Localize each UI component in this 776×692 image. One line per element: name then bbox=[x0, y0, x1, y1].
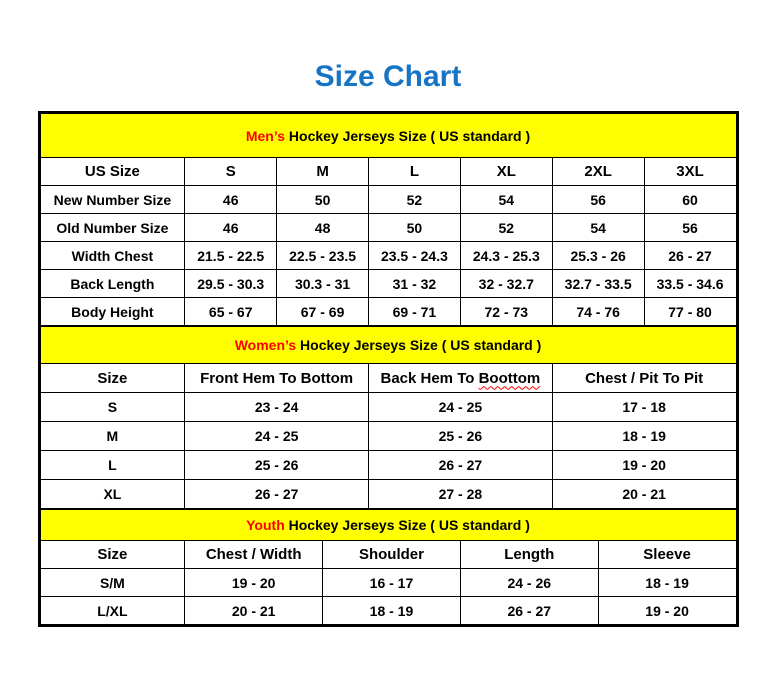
column-header-cell: US Size bbox=[40, 158, 185, 186]
value-cell: 50 bbox=[369, 214, 461, 242]
column-header-cell: Shoulder bbox=[323, 541, 461, 569]
value-cell: 56 bbox=[644, 214, 736, 242]
data-row bbox=[40, 270, 736, 298]
column-header-row bbox=[40, 364, 736, 393]
value-cell: 18 - 19 bbox=[323, 597, 461, 625]
column-header-cell: XL bbox=[460, 158, 552, 186]
value-cell: 32.7 - 33.5 bbox=[552, 270, 644, 298]
misspelled-word: Boottom bbox=[478, 369, 541, 387]
size-table-mens bbox=[40, 113, 737, 326]
column-header-cell: Size bbox=[40, 541, 185, 569]
value-cell: 18 - 19 bbox=[552, 422, 736, 451]
value-cell: 65 - 67 bbox=[185, 298, 277, 326]
row-label-cell: L/XL bbox=[40, 597, 185, 625]
value-cell: 17 - 18 bbox=[552, 393, 736, 422]
value-cell: 24 - 25 bbox=[369, 393, 553, 422]
value-cell: 72 - 73 bbox=[460, 298, 552, 326]
page-title: Size Chart bbox=[314, 60, 462, 93]
column-header-cell: Chest / Width bbox=[185, 541, 323, 569]
value-cell: 77 - 80 bbox=[644, 298, 736, 326]
value-cell: 24 - 26 bbox=[460, 569, 598, 597]
column-header-row bbox=[40, 541, 736, 569]
section-heading-row bbox=[40, 327, 736, 364]
value-cell: 18 - 19 bbox=[598, 569, 736, 597]
value-cell: 48 bbox=[277, 214, 369, 242]
column-header-cell: Back Hem To Boottom bbox=[369, 364, 553, 393]
value-cell: 19 - 20 bbox=[598, 597, 736, 625]
value-cell: 23 - 24 bbox=[185, 393, 369, 422]
value-cell: 32 - 32.7 bbox=[460, 270, 552, 298]
data-row bbox=[40, 186, 736, 214]
column-header-cell: Sleeve bbox=[598, 541, 736, 569]
section-heading-mens: Men’s Hockey Jerseys Size ( US standard ) bbox=[40, 114, 736, 158]
column-header-cell: Length bbox=[460, 541, 598, 569]
value-cell: 25 - 26 bbox=[369, 422, 553, 451]
data-row bbox=[40, 422, 736, 451]
section-heading-womens: Women’s Hockey Jerseys Size ( US standard ) bbox=[40, 327, 736, 364]
youth-highlight-label: Youth bbox=[246, 517, 285, 533]
row-label-cell: Back Length bbox=[40, 270, 185, 298]
value-cell: 52 bbox=[460, 214, 552, 242]
row-label-cell: XL bbox=[40, 480, 185, 509]
size-chart-tables bbox=[38, 111, 739, 627]
column-header-cell: Front Hem To Bottom bbox=[185, 364, 369, 393]
column-header-cell: Chest / Pit To Pit bbox=[552, 364, 736, 393]
row-label-cell: Width Chest bbox=[40, 242, 185, 270]
value-cell: 25.3 - 26 bbox=[552, 242, 644, 270]
value-cell: 20 - 21 bbox=[185, 597, 323, 625]
value-cell: 22.5 - 23.5 bbox=[277, 242, 369, 270]
value-cell: 54 bbox=[460, 186, 552, 214]
row-label-cell: M bbox=[40, 422, 185, 451]
column-header-cell: M bbox=[277, 158, 369, 186]
value-cell: 23.5 - 24.3 bbox=[369, 242, 461, 270]
value-cell: 74 - 76 bbox=[552, 298, 644, 326]
value-cell: 16 - 17 bbox=[323, 569, 461, 597]
value-cell: 30.3 - 31 bbox=[277, 270, 369, 298]
value-cell: 24 - 25 bbox=[185, 422, 369, 451]
row-label-cell: New Number Size bbox=[40, 186, 185, 214]
row-label-cell: S/M bbox=[40, 569, 185, 597]
value-cell: 27 - 28 bbox=[369, 480, 553, 509]
data-row bbox=[40, 451, 736, 480]
mens-highlight-label: Men’s bbox=[245, 127, 286, 144]
value-cell: 54 bbox=[552, 214, 644, 242]
section-heading-row bbox=[40, 510, 736, 541]
row-label-cell: S bbox=[40, 393, 185, 422]
data-row bbox=[40, 298, 736, 326]
column-header-cell: S bbox=[185, 158, 277, 186]
womens-highlight-label: Women’s bbox=[234, 337, 297, 353]
value-cell: 26 - 27 bbox=[460, 597, 598, 625]
value-cell: 46 bbox=[185, 214, 277, 242]
value-cell: 46 bbox=[185, 186, 277, 214]
section-heading-row bbox=[40, 114, 736, 158]
value-cell: 19 - 20 bbox=[185, 569, 323, 597]
value-cell: 19 - 20 bbox=[552, 451, 736, 480]
data-row bbox=[40, 597, 736, 625]
column-header-cell: 3XL bbox=[644, 158, 736, 186]
value-cell: 26 - 27 bbox=[369, 451, 553, 480]
value-cell: 26 - 27 bbox=[185, 480, 369, 509]
column-header-row bbox=[40, 158, 736, 186]
row-label-cell: Body Height bbox=[40, 298, 185, 326]
data-row bbox=[40, 214, 736, 242]
value-cell: 29.5 - 30.3 bbox=[185, 270, 277, 298]
value-cell: 25 - 26 bbox=[185, 451, 369, 480]
row-label-cell: L bbox=[40, 451, 185, 480]
value-cell: 67 - 69 bbox=[277, 298, 369, 326]
value-cell: 56 bbox=[552, 186, 644, 214]
column-header-cell: Size bbox=[40, 364, 185, 393]
column-header-cell: L bbox=[369, 158, 461, 186]
row-label-cell: Old Number Size bbox=[40, 214, 185, 242]
value-cell: 50 bbox=[277, 186, 369, 214]
value-cell: 26 - 27 bbox=[644, 242, 736, 270]
data-row bbox=[40, 480, 736, 509]
column-header-cell: 2XL bbox=[552, 158, 644, 186]
value-cell: 21.5 - 22.5 bbox=[185, 242, 277, 270]
size-table-youth bbox=[40, 509, 737, 625]
data-row bbox=[40, 242, 736, 270]
section-heading-youth: Youth Hockey Jerseys Size ( US standard ) bbox=[40, 510, 736, 541]
value-cell: 31 - 32 bbox=[369, 270, 461, 298]
value-cell: 20 - 21 bbox=[552, 480, 736, 509]
value-cell: 33.5 - 34.6 bbox=[644, 270, 736, 298]
value-cell: 52 bbox=[369, 186, 461, 214]
size-table-womens bbox=[40, 326, 737, 509]
data-row bbox=[40, 393, 736, 422]
data-row bbox=[40, 569, 736, 597]
value-cell: 24.3 - 25.3 bbox=[460, 242, 552, 270]
value-cell: 69 - 71 bbox=[369, 298, 461, 326]
value-cell: 60 bbox=[644, 186, 736, 214]
